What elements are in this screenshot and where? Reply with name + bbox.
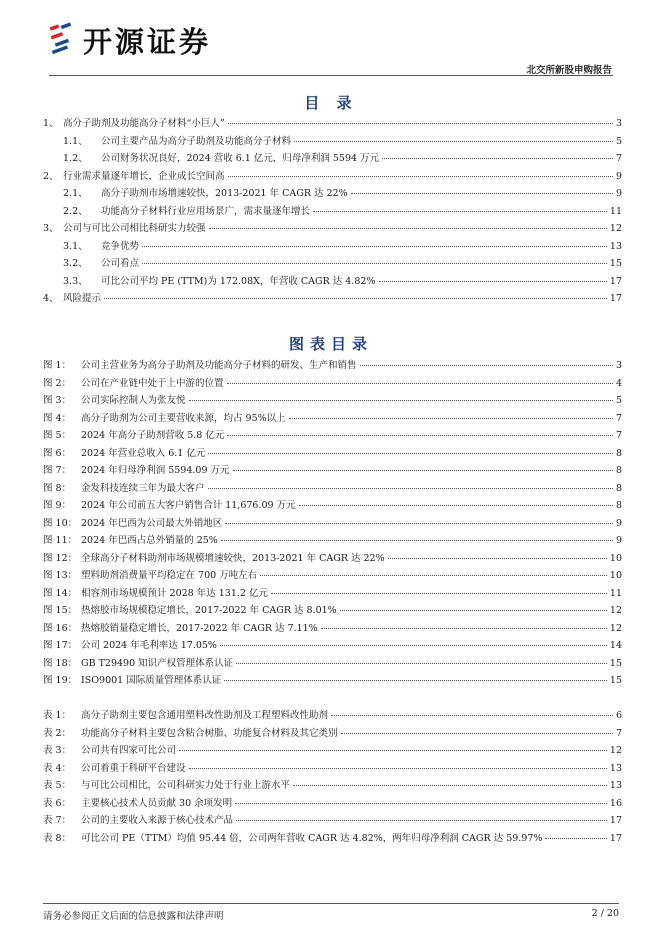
table-item[interactable]: 表 7： 公司的主要收入来源于核心技术产品 17 <box>43 815 622 826</box>
footer-disclaimer: 请务必参阅正文后面的信息披露和法律声明 <box>43 911 224 922</box>
toc-item[interactable]: 2.1、 高分子助剂市场增速较快，2013-2021 年 CAGR 达 22% 9 <box>63 188 622 199</box>
toc-item[interactable]: 1.2、 公司财务状况良好，2024 营收 6.1 亿元，归母净利润 5594 万元 7 <box>63 153 622 164</box>
toc-title: 目 录 <box>304 94 358 112</box>
page-header <box>0 0 662 80</box>
kaiyuan-logo-icon <box>49 20 75 60</box>
toc-item[interactable]: 2、 行业需求量逐年增长，企业成长空间高 9 <box>43 170 622 182</box>
toc-item[interactable]: 3.2、 公司看点 15 <box>63 258 622 269</box>
figure-item[interactable]: 图 13： 塑料助剂消费量平均稳定在 700 万吨左右 10 <box>43 570 622 581</box>
toc-item[interactable]: 1.1、 公司主要产品为高分子助剂及功能高分子材料 5 <box>63 135 622 147</box>
table-list <box>43 707 622 847</box>
toc-list <box>43 115 622 308</box>
figure-item[interactable]: 图 9： 2024 年公司前五大客户销售合计 11,676.09 万元 8 <box>43 500 622 511</box>
brand-name: 开源证券 <box>83 24 212 59</box>
figure-item[interactable]: 图 8： 金发科技连续三年为最大客户 8 <box>43 482 622 494</box>
table-item[interactable]: 表 2： 功能高分子材料主要包含粘合树脂、功能复合材料及其它类别 7 <box>43 727 622 739</box>
toc-item[interactable]: 3、 公司与可比公司相比科研实力较强 12 <box>43 223 622 234</box>
table-item[interactable]: 表 4： 公司着重于科研平台建设 13 <box>43 762 622 774</box>
header-divider <box>49 75 613 76</box>
figure-item[interactable]: 图 16： 热熔胶销量稳定增长，2017-2022 年 CAGR 达 7.11% 12 <box>43 622 622 634</box>
figure-item[interactable]: 图 11： 2024 年巴西占总外销量的 25% 9 <box>43 535 622 546</box>
footer-divider <box>43 903 619 904</box>
figure-item[interactable]: 图 18： GB T29490 知识产权管理体系认证 15 <box>43 657 622 669</box>
figure-item[interactable]: 图 3： 公司实际控制人为张友悦 5 <box>43 395 622 406</box>
report-type: 北交所新股申购报告 <box>526 65 612 76</box>
table-item[interactable]: 表 1： 高分子助剂主要包含通用塑料改性助剂及工程塑料改性助剂 6 <box>43 710 622 721</box>
figure-item[interactable]: 图 1： 公司主营业务为高分子助剂及功能高分子材料的研发、生产和销售 3 <box>43 360 622 371</box>
figure-item[interactable]: 图 10： 2024 年巴西为公司最大外销地区 9 <box>43 517 622 529</box>
toc-item[interactable]: 3.1、 竞争优势 13 <box>63 240 622 252</box>
figure-item[interactable]: 图 5： 2024 年高分子助剂营收 5.8 亿元 7 <box>43 430 622 441</box>
figure-item[interactable]: 图 2： 公司在产业链中处于上中游的位置 4 <box>43 377 622 389</box>
table-item[interactable]: 表 3： 公司共有四家可比公司 12 <box>43 745 622 756</box>
figure-item[interactable]: 图 19： ISO9001 国际质量管理体系认证 15 <box>43 675 622 686</box>
toc-item[interactable]: 4、 风险提示 17 <box>43 293 622 304</box>
toc-item[interactable]: 3.3、 可比公司平均 PE (TTM)为 172.08X，年营收 CAGR 达 4.82% 17 <box>63 275 622 287</box>
toc-item[interactable]: 1、 高分子助剂及功能高分子材料“小巨人” 3 <box>43 118 622 129</box>
toc-item[interactable]: 2.2、 功能高分子材料行业应用场景广，需求量逐年增长 11 <box>63 205 622 217</box>
figure-item[interactable]: 图 4： 高分子助剂为公司主要营收来源，均占 95%以上 7 <box>43 412 622 424</box>
figure-item[interactable]: 图 17： 公司 2024 年毛利率达 17.05% 14 <box>43 640 622 651</box>
figure-item[interactable]: 图 7： 2024 年归母净利润 5594.09 万元 8 <box>43 465 622 476</box>
figure-item[interactable]: 图 14： 相容剂市场规模预计 2028 年达 131.2 亿元 11 <box>43 587 622 599</box>
figure-list <box>43 357 622 690</box>
figure-item[interactable]: 图 15： 热熔胶市场规模稳定增长，2017-2022 年 CAGR 达 8.01% 12 <box>43 605 622 616</box>
figure-item[interactable]: 图 12： 全球高分子材料助剂市场规模增速较快，2013-2021 年 CAGR 达 22% 10 <box>43 552 622 564</box>
figures-title: 图表目录 <box>288 335 373 353</box>
table-item[interactable]: 表 8： 可比公司 PE（TTM）均值 95.44 倍，公司两年营收 CAGR 达 4.82%，两年归母净利润 CAGR 达 59.97% 17 <box>43 832 622 844</box>
table-item[interactable]: 表 6： 主要核心技术人员贡献 30 余项发明 16 <box>43 797 622 809</box>
brand-logo <box>49 18 211 62</box>
table-item[interactable]: 表 5： 与可比公司相比，公司科研实力处于行业上游水平 13 <box>43 780 622 791</box>
page-number: 2 / 20 <box>591 908 619 919</box>
figure-item[interactable]: 图 6： 2024 年营业总收入 6.1 亿元 8 <box>43 447 622 459</box>
